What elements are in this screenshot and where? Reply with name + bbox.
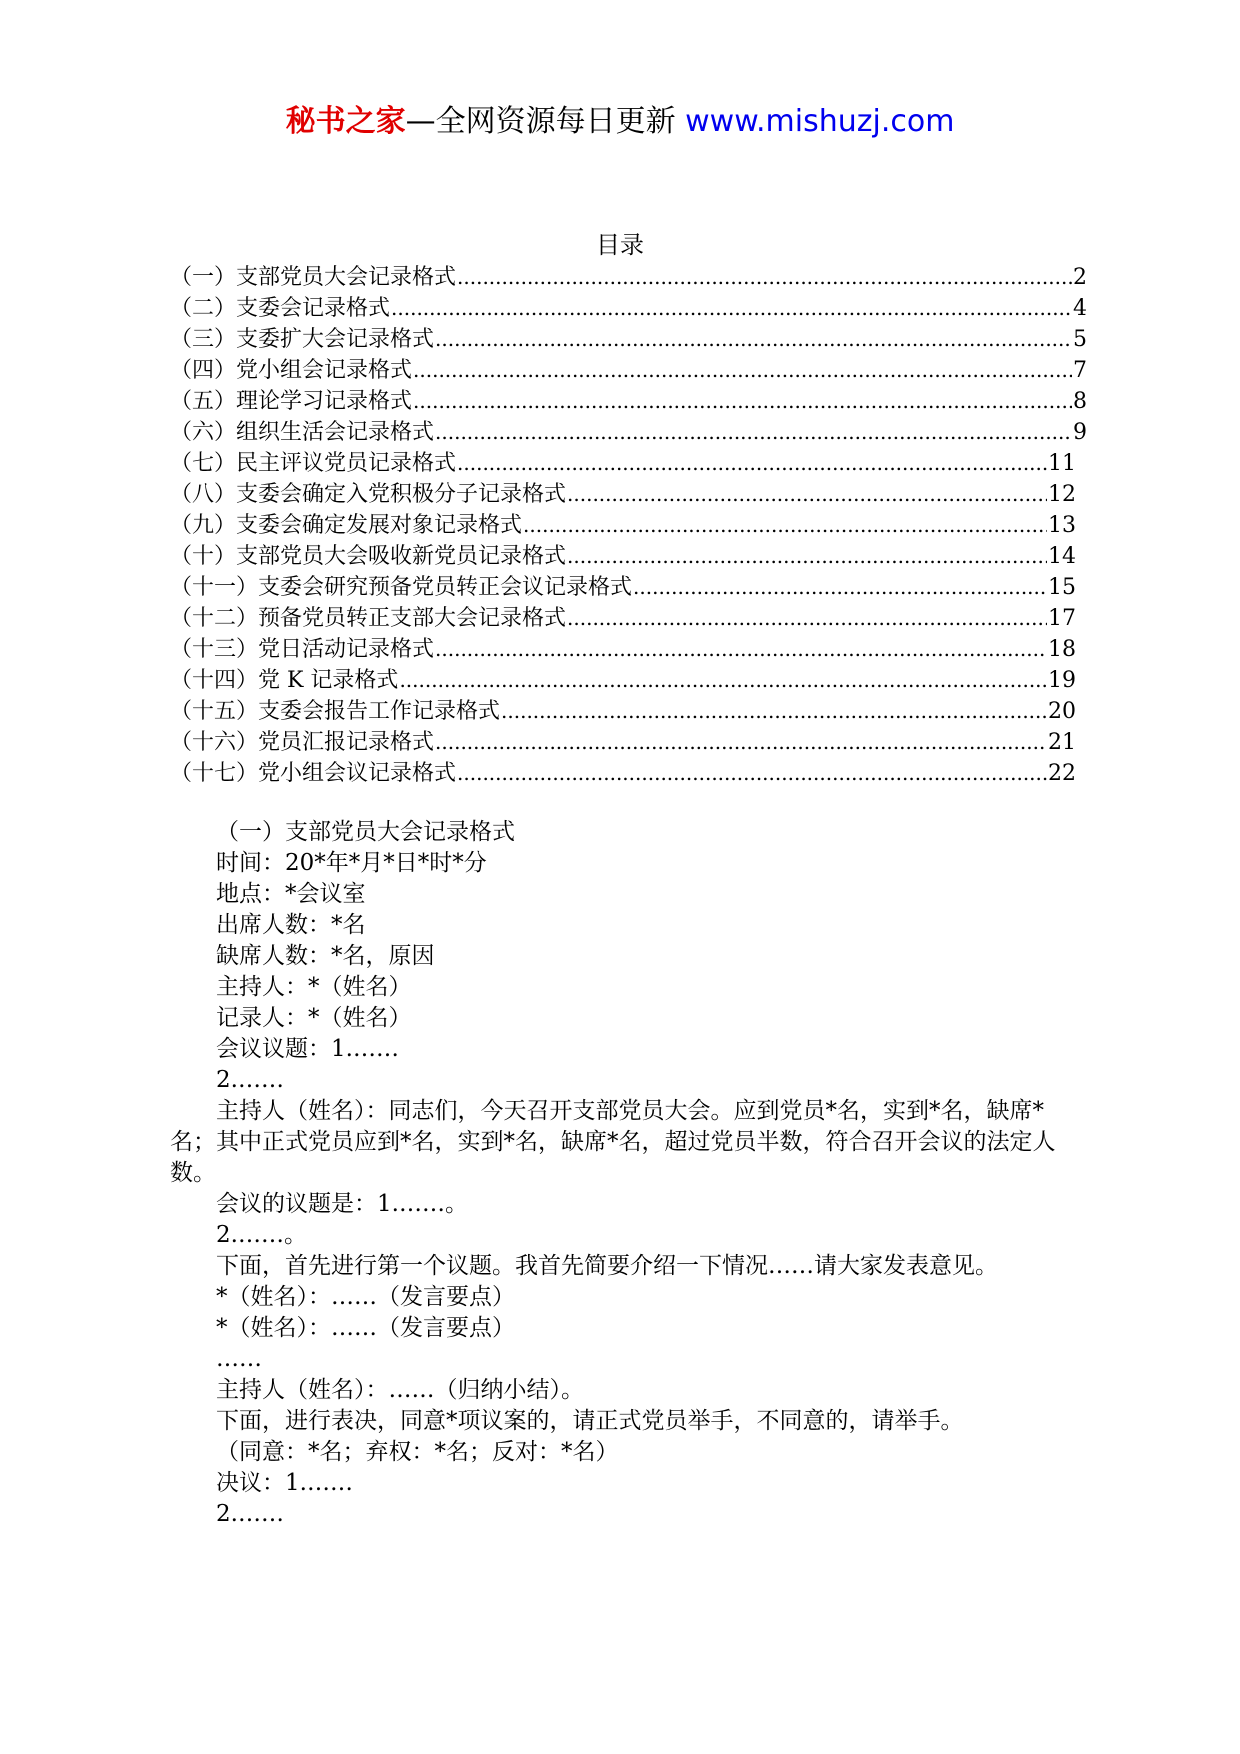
toc-entry[interactable]	[170, 727, 1076, 758]
toc-page-number: 14	[1048, 544, 1076, 569]
toc-page-number: 17	[1048, 606, 1076, 631]
toc-leader-dots	[435, 324, 1072, 355]
ellipsis-line: ……	[216, 1346, 262, 1372]
brand-name: 秘书之家	[285, 104, 406, 139]
toc-entry[interactable]	[170, 324, 1087, 355]
toc-entry-label: （十）支部党员大会吸收新党员记录格式	[170, 544, 567, 569]
toc-entry-label: （四）党小组会记录格式	[170, 358, 413, 383]
toc-leader-dots	[523, 510, 1047, 541]
toc-page-number: 9	[1073, 420, 1087, 445]
toc-page-number: 21	[1048, 730, 1076, 755]
toc-entry-label: （八）支委会确定入党积极分子记录格式	[170, 482, 567, 507]
section-heading: （一）支部党员大会记录格式	[216, 819, 515, 845]
first-topic-intro: 下面，首先进行第一个议题。我首先简要介绍一下情况……请大家发表意见。	[216, 1253, 998, 1279]
host-summary: 主持人（姓名）：……（归纳小结）。	[216, 1377, 584, 1403]
toc-page-number: 11	[1048, 451, 1076, 476]
toc-entry[interactable]	[170, 665, 1076, 696]
toc-page-number: 15	[1048, 575, 1076, 600]
toc-entry[interactable]	[170, 572, 1076, 603]
toc-leader-dots	[435, 634, 1047, 665]
toc-leader-dots	[567, 603, 1047, 634]
toc-entry[interactable]	[170, 634, 1076, 665]
toc-leader-dots	[633, 572, 1047, 603]
toc-entry[interactable]	[170, 448, 1076, 479]
toc-page-number: 20	[1048, 699, 1076, 724]
toc-entry[interactable]	[170, 262, 1087, 293]
toc-page-number: 12	[1048, 482, 1076, 507]
attendance-count: 出席人数：*名	[216, 912, 366, 938]
resolution-item: 2.……	[216, 1501, 284, 1527]
toc-entry-label: （十四）党 K 记录格式	[170, 668, 399, 693]
agenda-statement-item: 2.……。	[216, 1222, 307, 1248]
toc-entry-label: （二）支委会记录格式	[170, 296, 391, 321]
host-opening-remarks: 主持人（姓名）：同志们，今天召开支部党员大会。应到党员*名，实到*名，缺席*名；其中正式党员应到*名，实到*名，缺席*名，超过党员半数，符合召开会议的法定人数。	[170, 1098, 1056, 1186]
speaker-remark: *（姓名）：……（发言要点）	[216, 1315, 515, 1341]
meeting-topics: 会议议题：1.……	[216, 1036, 399, 1062]
toc-page-number: 4	[1073, 296, 1087, 321]
meeting-location: 地点：*会议室	[216, 881, 366, 907]
toc-page-number: 7	[1073, 358, 1087, 383]
header-slogan: —全网资源每日更新	[405, 104, 676, 139]
toc-entry[interactable]	[170, 293, 1087, 324]
toc-entry[interactable]	[170, 603, 1076, 634]
toc-title: 目录	[596, 231, 644, 259]
meeting-time: 时间：20*年*月*日*时*分	[216, 850, 487, 876]
toc-entry-label: （七）民主评议党员记录格式	[170, 451, 457, 476]
toc-page-number: 13	[1048, 513, 1076, 538]
toc-entry[interactable]	[170, 510, 1076, 541]
site-header	[0, 102, 1240, 142]
toc-leader-dots	[457, 758, 1047, 789]
toc-page-number: 2	[1073, 265, 1087, 290]
toc-leader-dots	[391, 293, 1072, 324]
toc-entry-label: （十二）预备党员转正支部大会记录格式	[170, 606, 567, 631]
recorder: 记录人：*（姓名）	[216, 1005, 412, 1031]
toc-entry-label: （十三）党日活动记录格式	[170, 637, 435, 662]
toc-entry[interactable]	[170, 386, 1087, 417]
site-url-link[interactable]: www.mishuzj.com	[685, 104, 955, 139]
toc-leader-dots	[567, 479, 1047, 510]
meeting-topics-item: 2.……	[216, 1067, 284, 1093]
toc-page-number: 5	[1073, 327, 1087, 352]
toc-page-number: 19	[1048, 668, 1076, 693]
toc-leader-dots	[435, 727, 1047, 758]
toc-entry[interactable]	[170, 355, 1087, 386]
section-body	[170, 817, 1087, 1530]
toc-entry-label: （六）组织生活会记录格式	[170, 420, 435, 445]
toc-page-number: 22	[1048, 761, 1076, 786]
vote-result: （同意：*名；弃权：*名；反对：*名）	[216, 1439, 619, 1465]
toc-leader-dots	[413, 386, 1072, 417]
speaker-remark: *（姓名）：……（发言要点）	[216, 1284, 515, 1310]
toc-entry-label: （九）支委会确定发展对象记录格式	[170, 513, 523, 538]
toc-entry[interactable]	[170, 758, 1076, 789]
toc-leader-dots	[501, 696, 1047, 727]
toc-leader-dots	[457, 262, 1072, 293]
host: 主持人：*（姓名）	[216, 974, 412, 1000]
toc-page-number: 18	[1048, 637, 1076, 662]
toc-entry[interactable]	[170, 696, 1076, 727]
table-of-contents	[170, 262, 1087, 789]
resolution: 决议：1.……	[216, 1470, 353, 1496]
toc-entry-label: （十一）支委会研究预备党员转正会议记录格式	[170, 575, 633, 600]
agenda-statement: 会议的议题是：1.……。	[216, 1191, 468, 1217]
toc-leader-dots	[435, 417, 1072, 448]
toc-page-number: 8	[1073, 389, 1087, 414]
toc-entry[interactable]	[170, 541, 1076, 572]
toc-entry-label: （十五）支委会报告工作记录格式	[170, 699, 501, 724]
toc-entry-label: （三）支委扩大会记录格式	[170, 327, 435, 352]
toc-entry-label: （一）支部党员大会记录格式	[170, 265, 457, 290]
toc-leader-dots	[567, 541, 1047, 572]
vote-instruction: 下面，进行表决，同意*项议案的，请正式党员举手，不同意的，请举手。	[216, 1408, 964, 1434]
toc-entry-label: （五）理论学习记录格式	[170, 389, 413, 414]
toc-entry[interactable]	[170, 417, 1087, 448]
toc-leader-dots	[413, 355, 1072, 386]
toc-leader-dots	[457, 448, 1047, 479]
toc-entry-label: （十七）党小组会议记录格式	[170, 761, 457, 786]
absence-count: 缺席人数：*名，原因	[216, 943, 435, 969]
toc-leader-dots	[399, 665, 1047, 696]
toc-entry-label: （十六）党员汇报记录格式	[170, 730, 435, 755]
toc-entry[interactable]	[170, 479, 1076, 510]
